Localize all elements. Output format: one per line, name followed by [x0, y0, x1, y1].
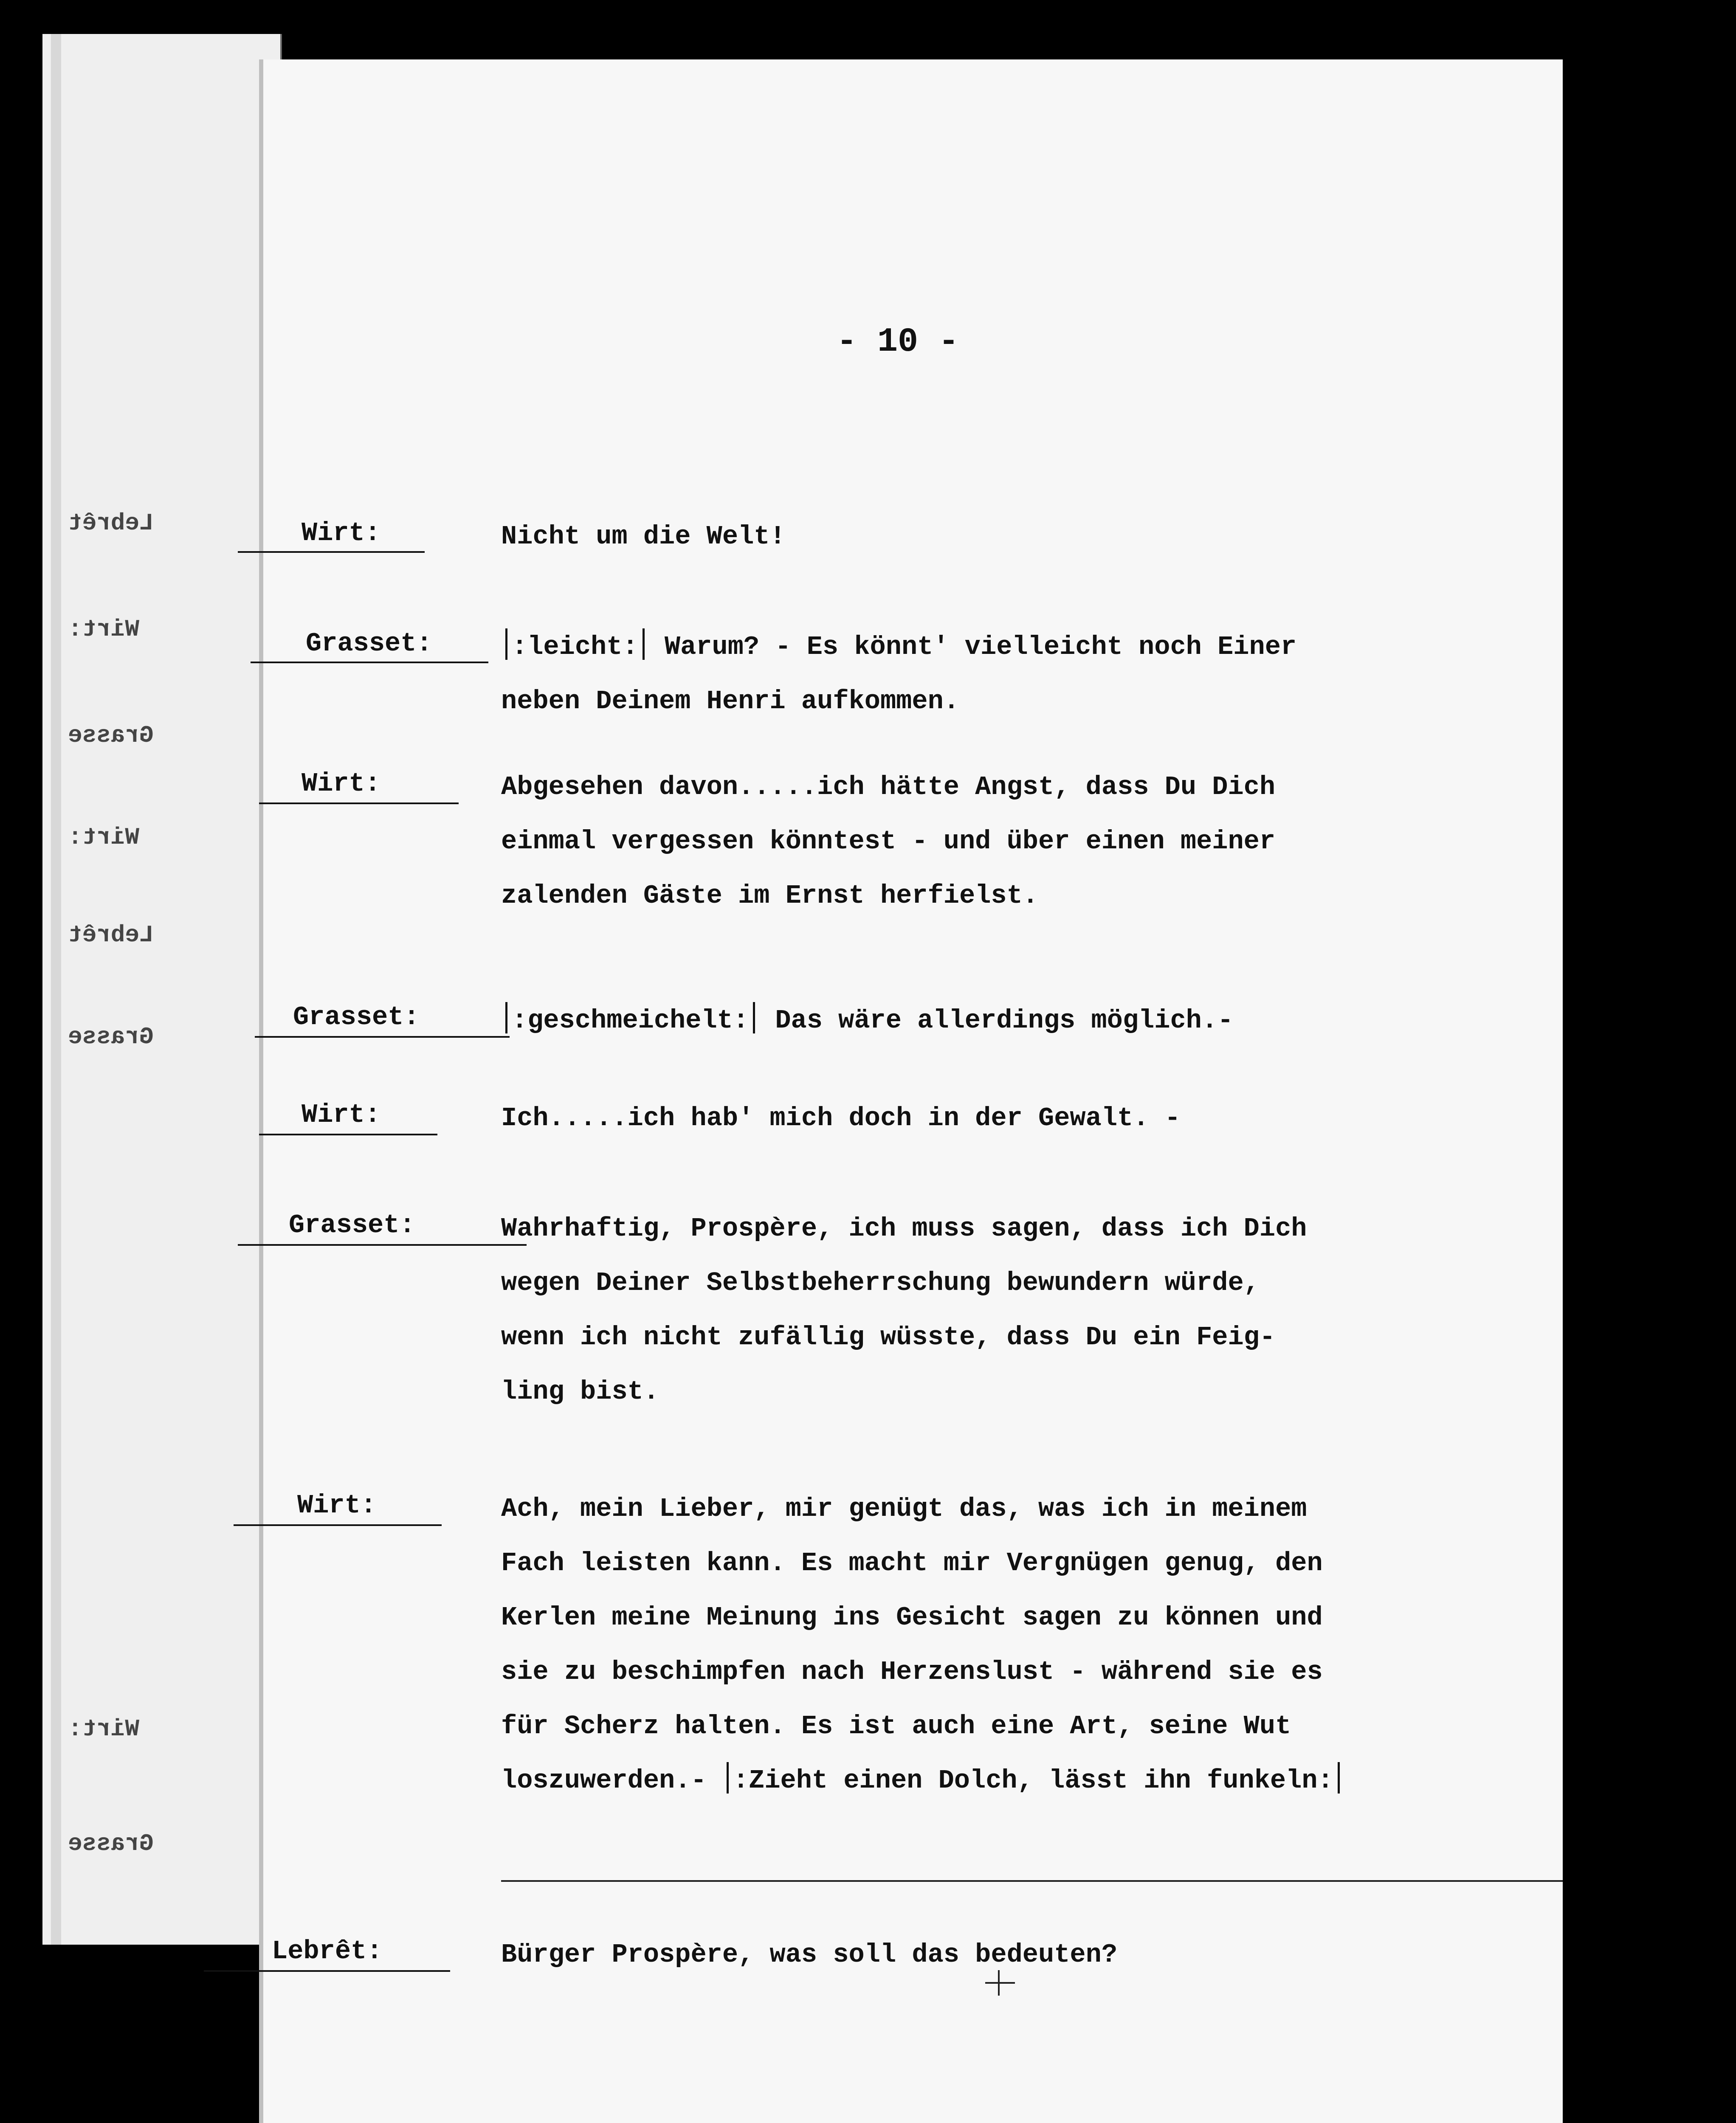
speaker-label: Grasset:	[289, 1210, 415, 1240]
speaker-label: Wirt:	[297, 1490, 377, 1520]
stage-direction: :geschmeichelt:	[512, 1005, 749, 1036]
stage-bracket	[753, 1002, 755, 1033]
speech	[501, 510, 786, 564]
mirrored-label: Lebrêt	[68, 921, 154, 949]
speech-line: wegen Deiner Selbstbeherrschung bewundern würde,	[501, 1268, 1260, 1298]
speech-line: sie zu beschimpfen nach Herzenslust - während sie es	[501, 1657, 1323, 1687]
mirrored-label: Wirt:	[68, 824, 140, 851]
speech-line	[501, 1754, 1344, 1808]
stage-bracket	[505, 628, 507, 660]
speaker-underline	[259, 802, 459, 804]
speech-text: Warum? - Es könnt' vielleicht noch Einer	[664, 632, 1297, 662]
speech	[501, 620, 1296, 729]
speech-line: Kerlen meine Meinung ins Gesicht sagen zu können und	[501, 1602, 1323, 1633]
speaker-underline	[238, 1244, 527, 1246]
stage-bracket	[643, 628, 645, 660]
insertion-mark	[985, 1970, 1015, 1996]
speech-line: Nicht um die Welt!	[501, 521, 786, 552]
speech-line: zalenden Gäste im Ernst herfielst.	[501, 881, 1039, 911]
speaker-label: Wirt:	[302, 1100, 381, 1130]
mirrored-label: Grasse	[68, 1830, 154, 1857]
typed-page	[263, 59, 1563, 2123]
speech	[501, 760, 1275, 923]
speaker-underline	[251, 662, 488, 663]
mirrored-label: Grasse	[68, 722, 154, 749]
speaker-label: Grasset:	[306, 628, 432, 659]
speaker-label: Grasset:	[293, 1002, 420, 1032]
stage-direction: :leicht:	[512, 632, 638, 662]
speech	[501, 994, 1233, 1048]
stage-bracket	[505, 1002, 507, 1033]
speaker-underline	[255, 1036, 510, 1038]
speech-line: Abgesehen davon.....ich hätte Angst, dass Du Dich	[501, 772, 1276, 802]
speech-line: ling bist.	[501, 1377, 659, 1407]
speech-line: Ach, mein Lieber, mir genügt das, was ich in meinem	[501, 1494, 1307, 1524]
speaker-label: Wirt:	[302, 769, 381, 799]
mirrored-label: Wirt:	[68, 1715, 140, 1743]
page-number: - 10 -	[837, 323, 959, 361]
speech-line	[501, 620, 1296, 674]
speech	[501, 1482, 1344, 1808]
underlying-page	[42, 34, 282, 1945]
speaker-underline	[259, 1134, 437, 1135]
speech-line: Bürger Prospère, was soll das bedeuten?	[501, 1940, 1118, 1970]
speech-line: für Scherz halten. Es ist auch eine Art, seine Wut	[501, 1711, 1291, 1741]
horizontal-rule	[501, 1880, 1563, 1882]
speaker-label: Wirt:	[302, 518, 381, 548]
speech-line: wenn ich nicht zufällig wüsste, dass Du ein Feig-	[501, 1322, 1276, 1352]
stage-bracket	[727, 1762, 729, 1794]
speech-text: Das wäre allerdings möglich.-	[775, 1005, 1234, 1036]
speaker-underline	[204, 1970, 450, 1972]
speech-line: neben Deinem Henri aufkommen.	[501, 686, 959, 716]
speaker-label: Lebrêt:	[272, 1936, 383, 1966]
speech-line: einmal vergessen könntest - und über einen meiner	[501, 826, 1276, 856]
mirrored-label: Wirt:	[68, 616, 140, 643]
mirrored-label: Lebrêt	[68, 510, 154, 537]
speech-text: loszuwerden.-	[501, 1765, 707, 1796]
speaker-underline	[234, 1524, 442, 1526]
speech-line: Fach leisten kann. Es macht mir Vergnügen genug, den	[501, 1548, 1323, 1578]
speech	[501, 1928, 1117, 1982]
speech-line: Wahrhaftig, Prospère, ich muss sagen, dass ich Dich	[501, 1214, 1307, 1244]
stage-direction: :Zieht einen Dolch, lässt ihn funkeln:	[733, 1765, 1333, 1796]
speech	[501, 1091, 1181, 1146]
stage-bracket	[1338, 1762, 1340, 1794]
page-spine	[51, 34, 61, 1945]
speaker-underline	[238, 551, 425, 553]
speech	[501, 1202, 1307, 1419]
mirrored-label: Grasse	[68, 1023, 154, 1050]
speech-line	[501, 994, 1233, 1048]
speech-line: Ich.....ich hab' mich doch in der Gewalt. -	[501, 1103, 1181, 1133]
